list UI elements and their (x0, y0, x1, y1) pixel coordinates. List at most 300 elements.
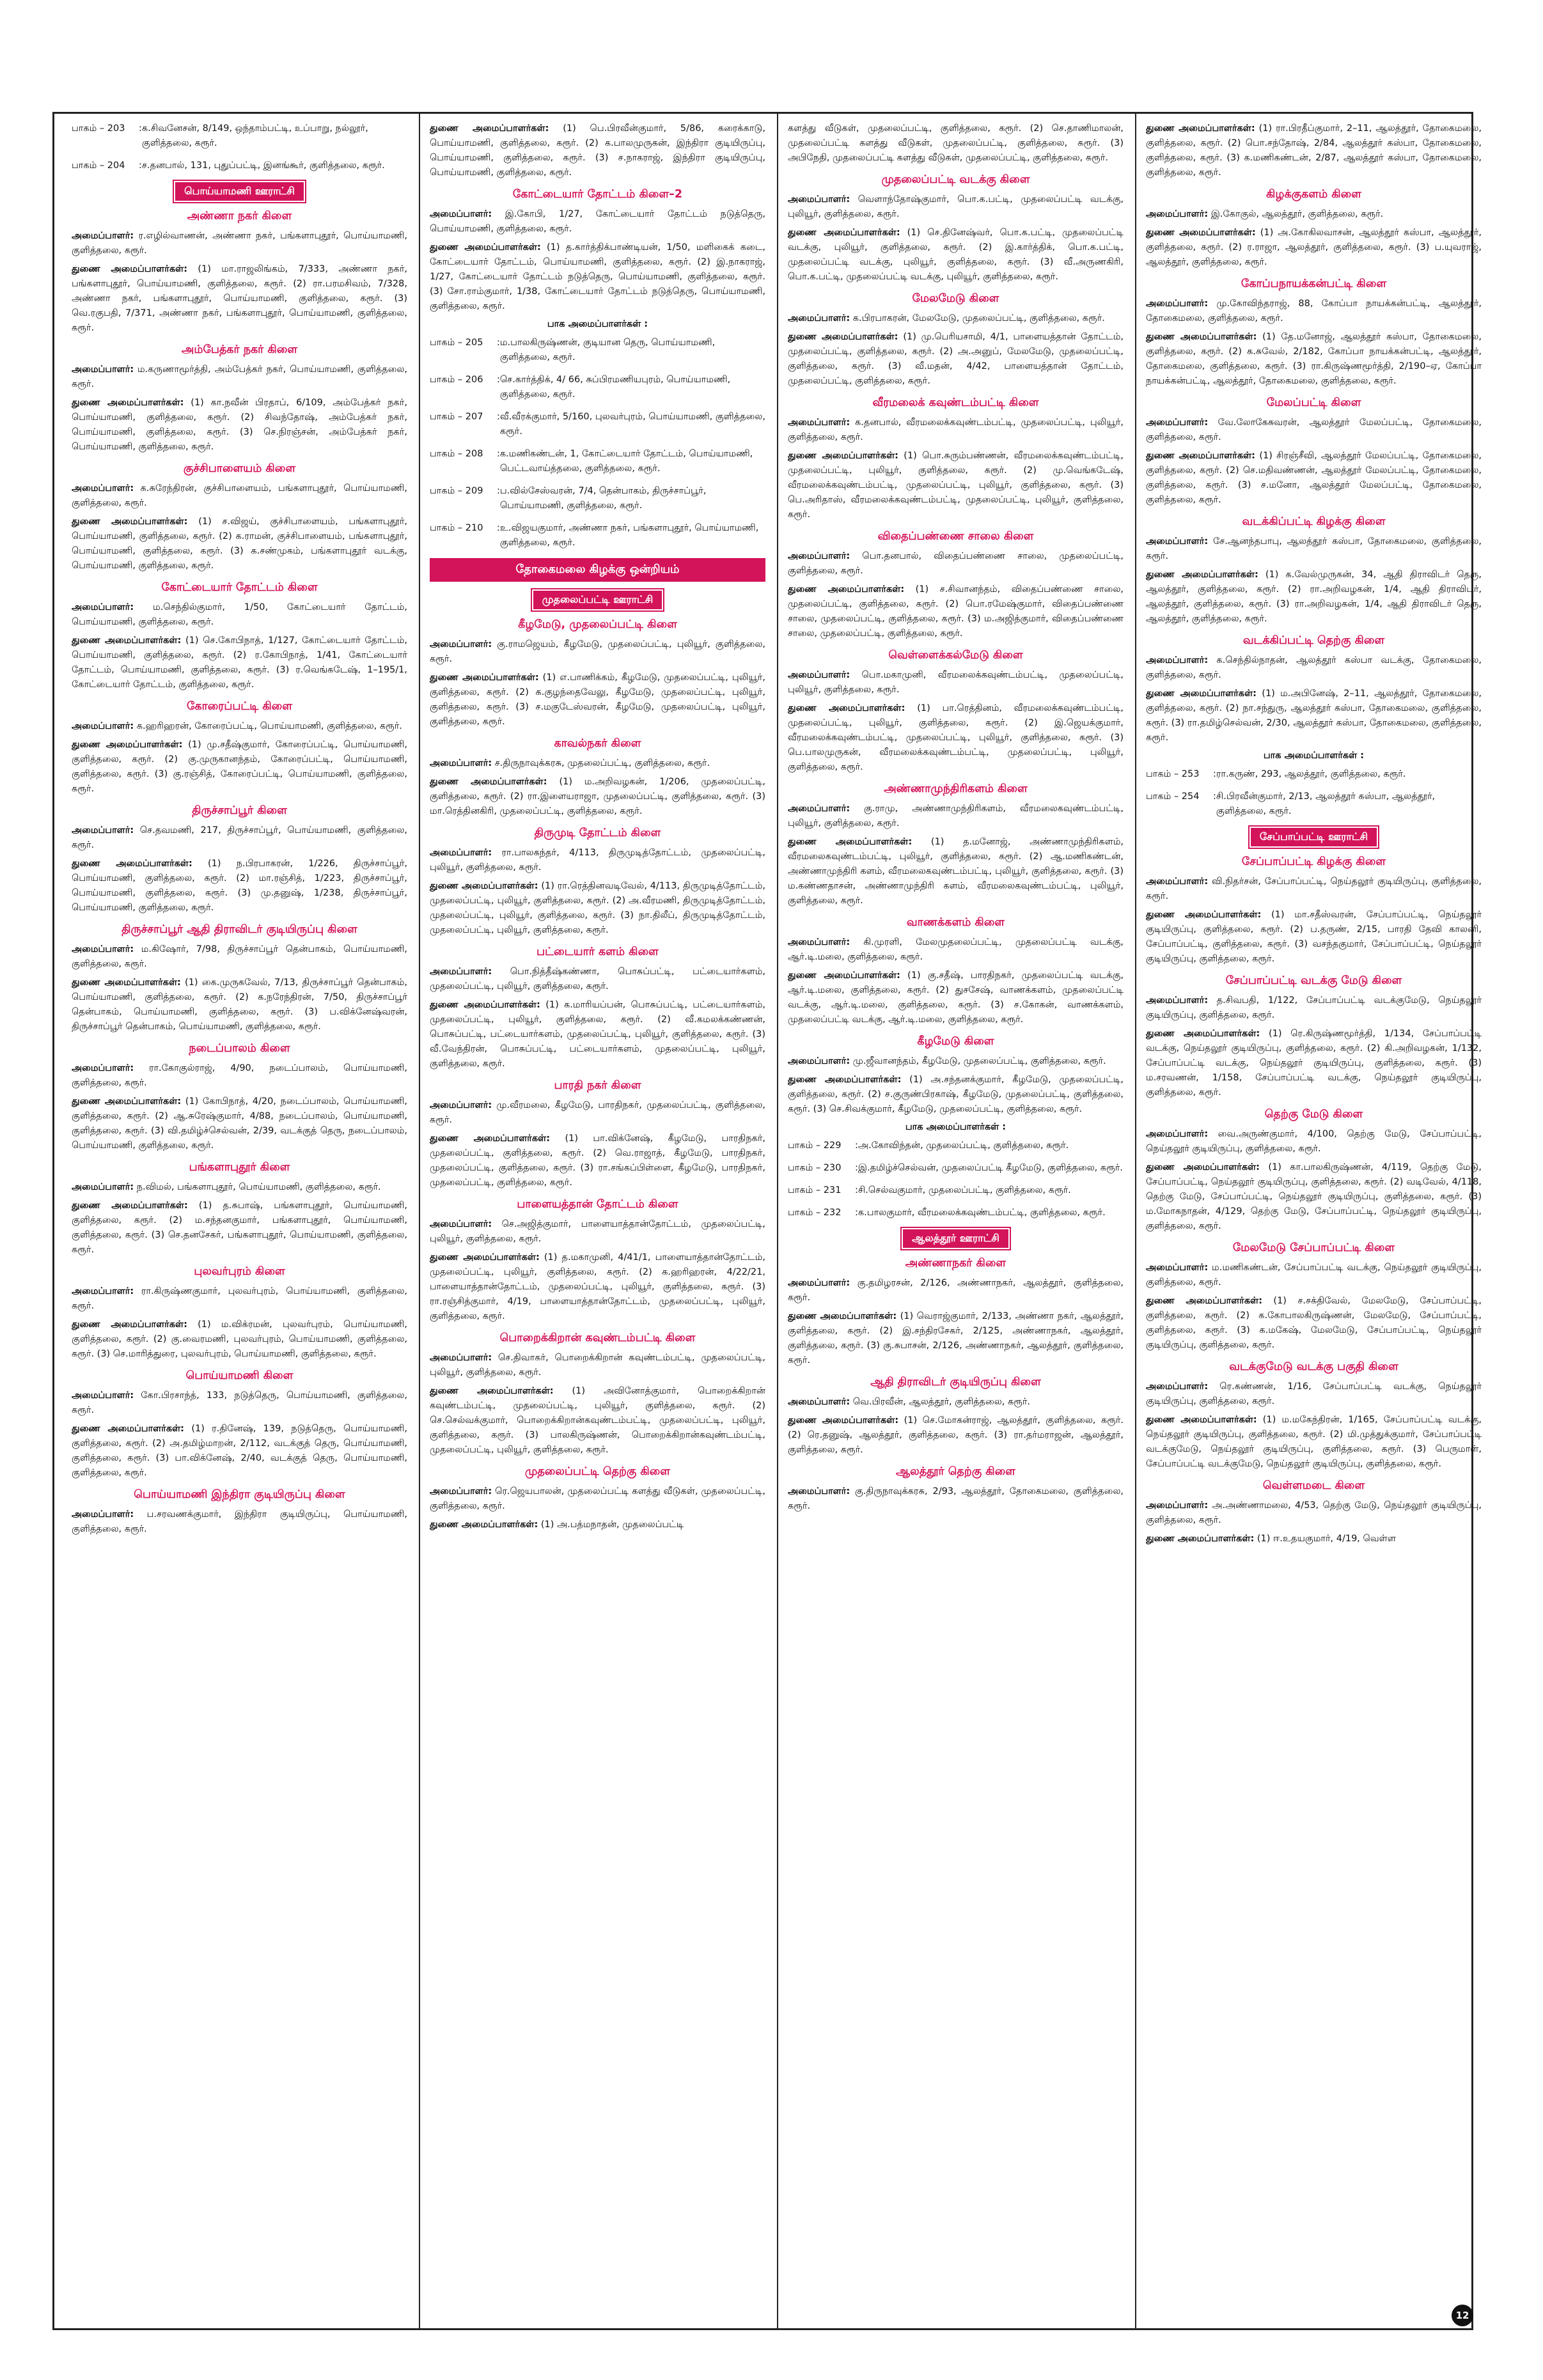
separator: : (1213, 791, 1216, 802)
booth-row (430, 373, 765, 402)
member-details: (1) ர.தினேஷ், 139, நடுத்தெரு, பொய்யாமணி, குளித்தலை, கரூர். (2) அ.தமிழ்மாறன், 2/112, வடக்குத் தெரு, பொய்யாமணி, குளித்தலை, கரூர். (3) பா.விக்னேஷ், 2/40, வடக்குத் தெரு, பொய்யாமணி, குளித்தலை, கரூர். (72, 1424, 407, 1478)
member-entry (72, 396, 407, 455)
role-label: துணை அமைப்பாளர்கள்: (72, 635, 182, 646)
role-label: துணை அமைப்பாளர்கள்: (1146, 570, 1258, 580)
role-label: அமைப்பாளர்: (72, 721, 134, 731)
role-label: துணை அமைப்பாளர்கள்: (788, 332, 898, 342)
member-details: ம.மணிகண்டன், சேப்பாப்பட்டி வடக்கு, நெய்தலூர் குடியிருப்பு, குளித்தலை, கரூர். (1146, 1263, 1482, 1287)
member-entry (430, 1351, 765, 1380)
member-entry (72, 362, 407, 392)
role-label: அமைப்பாளர்: (788, 1486, 850, 1497)
role-label: துணை அமைப்பாளர்கள்: (788, 1075, 902, 1085)
role-label: துணை அமைப்பாளர்கள்: (1146, 1415, 1257, 1425)
member-details: (1) ச.சிவானந்தம், விதைப்பண்ணை சாலை, முதலைப்பட்டி, குளித்தலை, கரூர். (2) பொ.ரமேஷ்குமார், விதைப்பண்ணை சாலை, முதலைப்பட்டி, குளித்தலை, கரூர். (3) ம.அஜித்குமார், விதைப்பண்ணை சாலை, முதலைப்பட்டி, குளித்தலை, கரூர். (788, 584, 1124, 639)
member-entry (788, 1484, 1124, 1514)
column-4 (1146, 121, 1482, 2327)
booth-row (72, 159, 407, 173)
member-details: (1) தே.மனோஜ், ஆலத்தூர் கஸ்பா, தோகைமலை, குளித்தலை, கரூர். (2) க.சுவேல், 2/182, கோப்பா நாயக்கன்பட்டி, ஆலத்தூர், தோகைமலை, குளித்தலை, கரூர். (3) ரா.கிருஷ்ணமூர்த்தி, 2/190–ஏ, கோப்பா நாயக்கன்பட்டி, ஆலத்தூர், தோகைமலை, குளித்தலை, கரூர். (1146, 332, 1482, 386)
role-label: அமைப்பாளர்: (430, 209, 492, 219)
member-entry (788, 449, 1124, 522)
role-label: துணை அமைப்பாளர்கள்: (1146, 1534, 1255, 1544)
member-entry (788, 835, 1124, 908)
booth-row (430, 484, 765, 513)
booth-number: பாகம் – 253 (1146, 769, 1200, 779)
role-label: துணை அமைப்பாளர்கள்: (1146, 1296, 1263, 1306)
member-details: க.ஹரிஹரன், கோரைப்பட்டி, பொய்யாமணி, குளித்தலை, கரூர். (136, 721, 402, 731)
booth-number: பாகம் – 205 (430, 338, 483, 348)
panchayat-badge: சேப்பாப்பட்டி ஊராட்சி (1249, 827, 1378, 848)
member-entry (1146, 330, 1482, 389)
member-entry (1146, 1413, 1482, 1472)
member-entry (72, 1199, 407, 1257)
role-label: துணை அமைப்பாளர்கள்: (72, 264, 187, 274)
role-label: அமைப்பாளர்: (788, 417, 850, 428)
member-details: ச.திருநாவுக்கரசு, முதலைப்பட்டி, குளித்தலை, கரூர். (494, 758, 710, 768)
member-entry (1146, 416, 1482, 445)
member-details: (1) க.மாரியப்பன், பொசுப்பட்டி, பட்டையார்களம், முதலைப்பட்டி, புலியூர், குளித்தலை, கரூர். (2) வீ.கமலக்கண்ணன், பொசுப்பட்டி, பட்டையார்களம், முதலைப்பட்டி, புலியூர், குளித்தலை, கரூர். (3) வீ.வேந்திரன், பொசுப்பட்டி, பட்டையார்களம், முதலைப்பட்டி, புலியூர், குளித்தலை, கரூர். (430, 1000, 765, 1069)
member-details: (1) ம.அறிவழகன், 1/206, முதலைப்பட்டி, குளித்தலை, கரூர். (2) ரா.இளையராஜா, முதலைப்பட்டி, குளித்தலை, கரூர். (3) மா.ரெத்தினகிரி, முதலைப்பட்டி, குளித்தலை, கரூர். (430, 777, 765, 816)
member-details: (1) அ.சந்தனக்குமார், கீழமேடு, முதலைப்பட்டி, குளித்தலை, கரூர். (2) ச.குருண்பிரகாஷ், கீழமேடு, முதலைப்பட்டி, குளித்தலை, கரூர். (3) செ.சிவக்குமார், கீழமேடு, முதலைப்பட்டி, குளித்தலை, கரூர். (788, 1075, 1124, 1114)
role-label: துணை அமைப்பாளர்கள்: (72, 859, 192, 869)
branch-heading: வாணக்களம் கிளை (906, 916, 1005, 929)
member-details: (1) செ.கோபிநாத், 1/127, கோட்டையார் தோட்டம், பொய்யாமணி, குளித்தலை, கரூர். (2) ர.கோபிநாத், 1/41, கோட்டையார் தோட்டம், பொய்யாமணி, குளித்தலை, கரூர். (3) ர.வெங்கடேஷ், 1–195/1, கோட்டையார் தோட்டம், குளித்தலை, கரூர். (72, 635, 407, 690)
booth-row (430, 521, 765, 550)
role-label: துணை அமைப்பாளர்கள்: (430, 123, 549, 134)
role-label: துணை அமைப்பாளர்கள்: (1146, 123, 1255, 134)
panchayat-badge: பொய்யாமணி ஊராட்சி (174, 181, 305, 202)
booth-row (430, 336, 765, 365)
member-details: ரெ.கண்ணன், 1/16, சேப்பாப்பட்டி வடக்கு, நெய்தலூர் குடியிருப்பு, குளித்தலை, கரூர். (1146, 1381, 1482, 1406)
member-details: (1) செ.மோகன்ராஜ், ஆலத்தூர், குளித்தலை, கரூர். (2) ரெ.தனுஷ், ஆலத்தூர், குளித்தலை, கரூர். (3) ரா.தர்மராஜன், ஆலத்தூர், குளித்தலை, கரூர். (788, 1415, 1124, 1455)
member-details: (1) ரெ.கிருஷ்ணமூர்த்தி, 1/134, சேப்பாப்பட்டி வடக்கு, நெய்தலூர் குடியிருப்பு, குளித்தலை, கரூர். (2) கி.அறிவழகன், 1/132, சேப்பாப்பட்டி வடக்கு, நெய்தலூர் குடியிருப்பு, குளித்தலை, கரூர். (3) ம.சரவணன், 1/158, சேப்பாப்பட்டி வடக்கு, நெய்தலூர் குடியிருப்பு, குளித்தலை, கரூர். (1146, 1029, 1482, 1098)
branch-heading: திருச்சாப்பூர் கிளை (192, 804, 287, 817)
member-entry (430, 846, 765, 875)
member-details: (1) ரா.பிரதீப்குமார், 2–11, ஆலத்தூர், தோகைமலை, குளித்தலை, கரூர். (2) பொ.சந்தோஷ், 2/84, ஆலத்தூர் கஸ்பா, தோகைமலை, குளித்தலை, கரூர். (3) க.மணிகண்டன், 2/87, ஆலத்தூர் கஸ்பா, தோகைமலை, குளித்தலை, கரூர். (1146, 123, 1482, 178)
booth-row (1146, 789, 1482, 819)
booth-number: பாகம் – 206 (430, 375, 483, 385)
role-label: அமைப்பாளர்: (430, 1219, 492, 1229)
separator: : (855, 1140, 858, 1151)
role-label: துணை அமைப்பாளர்கள்: (1146, 910, 1262, 920)
role-label: துணை அமைப்பாளர்கள்: (430, 777, 547, 787)
separator: : (1213, 769, 1216, 779)
member-entry (1146, 534, 1482, 564)
role-label: துணை அமைப்பாளர்கள்: (430, 673, 539, 683)
member-details: க.தனபால், வீரமலைக்கவுண்டம்பட்டி, முதலைப்பட்டி, புலியூர், குளித்தலை, கரூர். (788, 417, 1124, 442)
role-label: அமைப்பாளர்: (72, 602, 134, 612)
member-details: (1) மு.பெரியசாமி, 4/1, பாளையத்தான் தோட்டம், முதலைப்பட்டி, குளித்தலை, கரூர். (2) அ.அனுப், மேலமேடு, முதலைப்பட்டி, குளித்தலை, கரூர். (3) வீ.மதன், 4/42, பாளையத்தான் தோட்டம், முதலைப்பட்டி, குளித்தலை, கரூர். (788, 332, 1124, 386)
role-label: அமைப்பாளர்: (72, 231, 134, 241)
member-entry (788, 1395, 1124, 1410)
booth-details: உ.விஜயகுமார், அண்ணா நகர், பங்களாபுதூர், பொய்யாமணி, குளித்தலை, கரூர். (499, 523, 759, 548)
role-label: அமைப்பாளர்: (430, 967, 492, 977)
member-details: (1) ம.அபினேஷ், 2–11, ஆலத்தூர், தோகைமலை, குளித்தலை, கரூர். (2) நா.சந்துரு, ஆலத்தூர் கஸ்பா, தோகைமலை, குளித்தலை, கரூர். (3) ரா.தமிழ்செல்வன், 2/30, ஆலத்தூர் கஸ்பா, தோகைமலை, குளித்தலை, கரூர். (1146, 688, 1482, 743)
role-label: அமைப்பாளர்: (72, 364, 134, 375)
member-details: (1) க.வேல்முருகன், 34, ஆதி திராவிடர் தெரு, ஆலத்தூர், குளித்தலை, கரூர். (2) ரா.அறிவழகன், 1/4, ஆதி திராவிடர், ஆலத்தூர், குளித்தலை, கரூர். (3) ரா.அறிவழகன், 1/4, ஆதி திராவிடர் தெரு, ஆலத்தூர், குளித்தலை, கரூர். (1146, 570, 1482, 624)
member-entry (1146, 1160, 1482, 1234)
member-entry (72, 823, 407, 853)
role-label: அமைப்பாளர்: (430, 758, 492, 768)
role-label: அமைப்பாளர்: (72, 1390, 134, 1401)
booth-details: சி.செல்வகுமார், முதலைப்பட்டி, குளித்தலை, கரூர். (858, 1185, 1071, 1195)
branch-heading: மேலமேடு கிளை (912, 292, 999, 305)
branch-heading: கோட்டையார் தோட்டம் கிளை (161, 581, 318, 594)
branch-heading: அம்பேத்கர் நகர் கிளை (181, 343, 298, 356)
member-details: (1) கு.சதீஷ், பாரதிநகர், முதலைப்பட்டி வடக்கு, ஆர்.டி.மலை, குளித்தலை, கரூர். (2) துசசேஷ், வாணக்களம், முதலைப்பட்டி வடக்கு, ஆர்.டி.மலை, குளித்தலை, கரூர். (3) ச.கோகன், வாணக்களம், முதலைப்பட்டி வடக்கு, ஆர்.டி.மலை, குளித்தலை, கரூர். (788, 970, 1124, 1025)
column-divider (777, 114, 778, 2328)
branch-heading: கோட்டையார் தோட்டம் கிளை–2 (512, 188, 683, 201)
member-entry (430, 775, 765, 819)
role-label: அமைப்பாளர்: (430, 1353, 492, 1363)
member-entry (430, 671, 765, 729)
member-details: கு.ராமஜெயம், கீழமேடு, முதலைப்பட்டி, புலியூர், குளித்தலை, கரூர். (430, 639, 765, 664)
member-entry (788, 1309, 1124, 1368)
role-label: அமைப்பாளர்: (788, 313, 850, 323)
booth-details: இ.தமிழ்ச்செல்வன், முதலைப்பட்டி கீழமேடு, குளித்தலை, கரூர். (858, 1163, 1123, 1173)
role-label: அமைப்பாளர்: (788, 804, 850, 814)
member-details: (1) த.மனோஜ், அண்ணாமுந்திரிகளம், வீரமலைகவுண்டம்பட்டி, புலியூர், குளித்தலை, கரூர். (2) ஆ.மணிகண்டன், அண்ணாமுந்திரி களம், வீரமலைகவுண்டம்பட்டி, புலியூர், குளித்தலை, கரூர். (3) ம.கண்ணதாசன், அண்ணாமுந்திரி களம், வீரமலைகவுண்டம்பட்டி, புலியூர், குளித்தலை, கரூர். (788, 837, 1124, 906)
separator: : (497, 375, 500, 385)
member-details: (1) பெ.பிரவீன்குமார், 5/86, கரைக்காடு, பொய்யாமணி, குளித்தலை, கரூர். (2) க.பாலமுருகன், இந்திரா குடியிருப்பு, பொய்யாமணி, குளித்தலை, கரூர். (3) ச.நாகராஜ், இந்திரா குடியிருப்பு, பொய்யாமணி, குளித்தலை, கரூர். (430, 123, 765, 178)
member-entry (1146, 1532, 1482, 1546)
member-details: கோ.பிரசாந்த், 133, நடுத்தெரு, பொய்யாமணி, குளித்தலை, கரூர். (72, 1390, 407, 1415)
member-entry (72, 481, 407, 511)
member-entry (1146, 653, 1482, 683)
member-details: (1) பா.ரெத்தினம், வீரமலைக்கவுண்டம்பட்டி, முதலைப்பட்டி, புலியூர், குளித்தலை, கரூர். (2) இ.ஜெயக்குமார், வீரமலைக்கவுண்டம்பட்டி, முதலைப்பட்டி, புலியூர், குளித்தலை, கரூர். (3) பெ.பாலமுருகன், வீரமலைக்கவுண்டம்பட்டி, முதலைப்பட்டி, புலியூர், குளித்தலை, கரூர். (788, 703, 1124, 772)
branch-heading: பங்களாபுதூர் கிளை (189, 1161, 290, 1174)
role-label: அமைப்பாளர்: (430, 639, 492, 649)
member-entry (72, 1507, 407, 1537)
member-details: (1) ம.விக்ரமன், புலவர்புரம், பொய்யாமணி, குளித்தலை, கரூர். (2) கு.வைரமணி, புலவர்புரம், பொய்யாமணி, குளித்தலை, கரூர். (3) செ.மாரித்துரை, புலவர்புரம், பொய்யாமணி, குளித்தலை, கரூர். (72, 1319, 407, 1359)
booth-number: பாகம் – 209 (430, 486, 483, 496)
member-entry (430, 1384, 765, 1458)
role-label: துணை அமைப்பாளர்கள்: (430, 1000, 540, 1010)
role-label: அமைப்பாளர்: (1146, 209, 1209, 219)
branch-heading: கோப்பநாயக்கன்பட்டி கிளை (1241, 277, 1387, 290)
member-details: கு.ராமு, அண்ணாமுந்திரிகளம், வீரமலைகவுண்டம்பட்டி, புலியூர், குளித்தலை, கரூர். (788, 804, 1124, 828)
booth-number: பாகம் – 210 (430, 523, 483, 533)
role-label: துணை அமைப்பாளர்கள்: (1146, 332, 1257, 342)
role-label: அமைப்பாளர்: (788, 1278, 850, 1288)
member-details: (1) கா.பாலகிருஷ்ணன், 4/119, தெற்கு மேடு, சேப்பாப்பட்டி, நெய்தலூர் குடியிருப்பு, குளித்தலை, கரூர். (2) வடிவேல், 4/118, தெற்கு மேடு, சேப்பாப்பட்டி, நெய்தலூர் குடியிருப்பு, குளித்தலை, கரூர். (3) ம.மோகநாதன், 4/129, தெற்கு மேடு, சேப்பாப்பட்டி, நெய்தலூர் குடியிருப்பு, குளித்தலை, கரூர். (1146, 1162, 1482, 1231)
separator: : (855, 1163, 858, 1173)
member-details: (1) மா.சதீஸ்வரன், சேப்பாப்பட்டி, நெய்தலூர் குடியிருப்பு, குளித்தலை, கரூர். (2) ப.தருண், 2/15, பாரதி தேவி காலனி, சேப்பாப்பட்டி, குளித்தலை, கரூர். (3) வசந்தகுமார், சேப்பாப்பட்டி, நெய்தலூர் குடியிருப்பு, குளித்தலை, கரூர். (1146, 910, 1482, 964)
member-details: (1) கோபிநாத், 4/20, நடைப்பாலம், பொய்யாமணி, குளித்தலை, கரூர். (2) ஆ.சுரேஷ்குமார், 4/88, நடைப்பாலம், பொய்யாமணி, குளித்தலை, கரூர். (3) வி.தமிழ்ச்செல்வன், 2/39, வடக்குத் தெரு, நடைப்பாலம், பொய்யாமணி, குளித்தலை, கரூர். (72, 1096, 407, 1151)
separator: : (855, 1208, 858, 1218)
branch-heading: திருமுடி தோட்டம் கிளை (534, 827, 661, 839)
member-details: (1) அ.கோகிலவாசன், ஆலத்தூர் கஸ்பா, ஆலத்தூர், குளித்தலை, கரூர். (2) ர.ராஜா, ஆலத்தூர், குளித்தலை, கரூர். (3) ப.யுவராஜ், ஆலத்தூர், குளித்தலை, கரூர். (1146, 228, 1482, 267)
role-label: அமைப்பாளர்: (788, 937, 850, 947)
member-entry (72, 976, 407, 1034)
branch-heading: அண்ணா நகர் கிளை (187, 210, 292, 222)
member-entry (1146, 1127, 1482, 1156)
member-details: வே.லோகேசுவரன், ஆலத்தூர் மேலப்பட்டி, தோகைமலை, குளித்தலை, கரூர். (1146, 417, 1482, 442)
member-entry (788, 1413, 1124, 1458)
member-details: (1) ரா.ரெத்தினவடிவேல், 4/113, திருமுடித்தோட்டம், முதலைப்பட்டி, புலியூர், குளித்தலை, கரூர். (2) அ.வீரமணி, திருமுடித்தோட்டம், முதலைப்பட்டி, புலியூர், குளித்தலை, கரூர். (3) நா.திலீப், திருமுடித்தோட்டம், முதலைப்பட்டி, புலியூர், குளித்தலை, கரூர். (430, 881, 765, 935)
separator: : (139, 160, 142, 171)
member-details: சே.ஆனந்தபாபு, ஆலத்தூர் கஸ்பா, தோகைமலை, குளித்தலை, கரூர். (1146, 536, 1482, 561)
branch-heading: முதலைப்பட்டி வடக்கு கிளை (881, 173, 1030, 186)
booth-details: வீ.வீரக்குமார், 5/160, புலவர்புரம், பொய்யாமணி, குளித்தலை, கரூர். (499, 412, 765, 437)
role-label: அமைப்பாளர்: (788, 1056, 850, 1066)
role-label: துணை அமைப்பாளர்கள்: (72, 1096, 182, 1107)
branch-heading: காவல்நகர் கிளை (554, 737, 641, 750)
member-details: (1) த.மகாமுனி, 4/41/1, பாளையாத்தான்தோட்டம், முதலைப்பட்டி, புலியூர், குளித்தலை, கரூர். (2) க.ஹரிஹரன், 4/22/21, பாளையாத்தான்தோட்டம், முதலைப்பட்டி, புலியூர், குளித்தலை, கரூர். (3) ரா.ரஞ்சித்குமார், 4/19, பாளையாத்தான்தோட்டம், முதலைப்பட்டி, புலியூர், குளித்தலை, கரூர். (430, 1252, 765, 1321)
role-label: துணை அமைப்பாளர்கள்: (788, 1311, 897, 1321)
member-entry (788, 582, 1124, 641)
member-entry (430, 756, 765, 771)
member-entry (430, 965, 765, 994)
member-entry (72, 1061, 407, 1091)
booth-row (788, 1139, 1124, 1153)
role-label: அமைப்பாளர்: (1146, 1500, 1209, 1511)
booth-details: ச.தனபால், 131, புதுப்பட்டி, இனங்கூர், குளித்தலை, கரூர். (141, 160, 385, 171)
column-3 (788, 121, 1124, 2327)
member-details: (1) மு.சதீஷ்குமார், கோரைப்பட்டி, பொய்யாமணி, குளித்தலை, கரூர். (2) கு.முருகானந்தம், கோரைப்பட்டி, பொய்யாமணி, குளித்தலை, கரூர். (3) கு.ரஞ்சித், கோரைப்பட்டி, பொய்யாமணி, குளித்தலை, கரூர். (72, 740, 407, 794)
branch-heading: பொறைக்கிறான் கவுண்டம்பட்டி கிளை (499, 1332, 696, 1344)
panchayat-badge: முதலைப்பட்டி ஊராட்சி (532, 589, 664, 611)
member-entry (788, 802, 1124, 831)
booth-number: பாகம் – 207 (430, 412, 483, 422)
booth-details: க.மணிகண்டன், 1, கோட்டையார் தோட்டம், பொய்யாமணி, பெட்டவாய்த்தலை, குளித்தலை, கரூர். (499, 449, 753, 474)
member-details: அ.அண்ணாமலை, 4/53, தெற்கு மேடு, நெய்தலூர் குடியிருப்பு, குளித்தலை, கரூர். (1146, 1500, 1482, 1525)
member-entry (72, 942, 407, 972)
member-entry (72, 1388, 407, 1418)
member-details: (1) ம.மகேந்திரன், 1/165, சேப்பாப்பட்டி வடக்கு, நெய்தலூர் குடியிருப்பு, குளித்தலை, கரூர். (2) மி.முத்துக்குமார், சேப்பாப்பட்டி வடக்குமேடு, நெய்தலூர் குடியிருப்பு, குளித்தலை, கரூர். (3) பெருமாள், சேப்பாப்பட்டி வடக்குமேடு, நெய்தலூர் குடியிருப்பு, குளித்தலை, கரூர். (1146, 1415, 1482, 1469)
role-label: துணை அமைப்பாளர்கள்: (430, 881, 538, 891)
role-label: துணை அமைப்பாளர்கள்: (430, 1520, 538, 1530)
member-entry (72, 1180, 407, 1195)
role-label: அமைப்பாளர்: (788, 551, 850, 561)
member-entry (72, 262, 407, 336)
member-entry (430, 879, 765, 938)
member-details: (1) கா.நவீன் பிரதாப், 6/109, அம்பேத்கர் நகர், பொய்யாமணி, குளித்தலை, கரூர். (2) சிவந்தோஷ், அம்பேத்கர் நகர், பொய்யாமணி, குளித்தலை, கரூர். (3) செ.நிரஞ்சன், அம்பேத்கர் நகர், பொய்யாமணி, குளித்தலை, கரூர். (72, 398, 407, 452)
role-label: அமைப்பாளர்: (1146, 417, 1209, 428)
role-label: அமைப்பாளர்: (72, 944, 134, 954)
booth-row (430, 447, 765, 476)
branch-heading: வெள்ளமடை கிளை (1262, 1479, 1365, 1492)
role-label: துணை அமைப்பாளர்கள்: (788, 1415, 899, 1426)
booth-row (788, 1183, 1124, 1198)
member-entry (72, 1422, 407, 1481)
column-divider (419, 114, 420, 2328)
branch-heading: வடக்குமேடு வடக்கு பகுதி கிளை (1229, 1360, 1398, 1373)
booth-number: பாகம் – 203 (72, 123, 125, 134)
member-details: மு.வீரமலை, கீழமேடு, பாரதிநகர், முதலைப்பட்டி, குளித்தலை, கரூர். (430, 1100, 765, 1125)
member-details: இ.கோகுல், ஆலத்தூர், குளித்தலை, கரூர். (1210, 209, 1384, 219)
role-label: அமைப்பாளர்: (788, 670, 850, 680)
member-entry (72, 634, 407, 692)
separator: : (497, 412, 500, 422)
member-entry (430, 1518, 765, 1532)
role-label: துணை அமைப்பாளர்கள்: (1146, 451, 1255, 461)
branch-heading: சேப்பாப்பட்டி கிழக்கு கிளை (1241, 855, 1386, 868)
column-1 (72, 121, 407, 2327)
member-details: இ.கோபி, 1/27, கோட்டையார் தோட்டம் நடுத்தெரு, பொய்யாமணி, குளித்தலை, கரூர். (430, 209, 765, 234)
member-details: (1) செ.தினேஷ்வர், பொ.க.பட்டி, முதலைப்பட்டி வடக்கு, புலியூர், குளித்தலை, கரூர். (2) இ.கார்த்திக், பொ.க.பட்டி, முதலைப்பட்டி வடக்கு, புலியூர், குளித்தலை, கரூர். (3) வீ.அருணகிரி, பொ.க.பட்டி, முதலைப்பட்டி வடக்கு, புலியூர், குளித்தலை, கரூர். (788, 228, 1124, 282)
member-details: வெளாந்தோஷ்குமார், பொ.க.பட்டி, முதலைப்பட்டி வடக்கு, புலியூர், குளித்தலை, கரூர். (788, 194, 1124, 219)
member-details: (1) மா.ராஜலிங்கம், 7/333, அண்ணா நகர், பங்களாபுதூர், பொய்யாமணி, குளித்தலை, கரூர். (2) ரா.பரமசிவம், 7/328, அண்ணா நகர், பங்களாபுதூர், பொய்யாமணி, குளித்தலை, கரூர். (3) வெ.ரகுபதி, 7/371, அண்ணா நகர், பங்களாபுதூர், பொய்யாமணி, குளித்தலை, கரூர். (72, 264, 407, 333)
separator: : (497, 523, 500, 533)
member-details: வி.நிதர்சன், சேப்பாப்பட்டி, நெய்தலூர் குடியிருப்பு, குளித்தலை, கரூர். (1146, 876, 1482, 901)
member-details: கு.திருநாவுக்கரசு, 2/93, ஆலத்தூர், தோகைமலை, குளித்தலை, கரூர். (788, 1486, 1124, 1511)
member-details: மு.ஜீவானந்தம், கீழமேடு, முதலைப்பட்டி, குளித்தலை, கரூர். (852, 1056, 1106, 1066)
member-entry (788, 701, 1124, 775)
booth-subheading: பாக அமைப்பாளர்கள் : (905, 1122, 1006, 1132)
branch-heading: முதலைப்பட்டி தெற்கு கிளை (524, 1465, 671, 1478)
role-label: துணை அமைப்பாளர்கள்: (72, 398, 184, 408)
role-label: அமைப்பாளர்: (430, 1100, 492, 1110)
booth-details: அ.கோவிந்தன், முதலைப்பட்டி, குளித்தலை, கரூர். (858, 1140, 1069, 1151)
booth-details: ம.பாலகிருஷ்ணன், குடியான தெரு, பொய்யாமணி, குளித்தலை, கரூர். (499, 338, 716, 362)
member-details: பொ.மகாமுனி, வீரமலைக்கவுண்டம்பட்டி, முதலைப்பட்டி, புலியூர், குளித்தலை, கரூர். (788, 670, 1124, 695)
booth-details: ப.வில்சேஸ்வரன், 7/4, தென்பாகம், திருச்சாப்பூர், பொய்யாமணி, குளித்தலை, கரூர். (499, 486, 707, 511)
member-entry (72, 515, 407, 573)
role-label: அமைப்பாளர்: (72, 483, 134, 494)
role-label: துணை அமைப்பாளர்கள்: (72, 977, 181, 988)
member-entry (1146, 993, 1482, 1023)
branch-heading: நடைப்பாலம் கிளை (189, 1042, 290, 1055)
member-details: ம.கருணாமூர்த்தி, அம்பேத்கர் நகர், பொய்யாமணி, குளித்தலை, கரூர். (72, 364, 407, 389)
branch-heading: மேலப்பட்டி கிளை (1266, 396, 1361, 409)
booth-number: பாகம் – 229 (788, 1140, 842, 1151)
branch-heading: புலவர்புரம் கிளை (194, 1265, 285, 1278)
branch-heading: கீழமேடு கிளை (917, 1035, 994, 1048)
member-details: க.சுரேந்திரன், குச்சிபாளையம், பங்களாபுதூர், பொய்யாமணி, குளித்தலை, கரூர். (72, 483, 407, 508)
member-entry (1146, 1380, 1482, 1409)
booth-row (1146, 767, 1482, 782)
member-details: மு.கோவிந்தராஜ், 88, கோப்பா நாயக்கன்பட்டி, ஆலத்தூர், தோகைமலை, குளித்தலை, கரூர். (1146, 299, 1482, 323)
role-label: துணை அமைப்பாளர்கள்: (72, 740, 183, 750)
branch-heading: குச்சிபாளையம் கிளை (183, 462, 296, 475)
role-label: அமைப்பாளர்: (1146, 299, 1209, 309)
branch-heading: வடக்கிப்பட்டி கிழக்கு கிளை (1242, 515, 1386, 528)
role-label: அமைப்பாளர்: (1146, 536, 1209, 547)
member-entry (788, 226, 1124, 284)
separator: : (139, 123, 142, 134)
branch-heading: அண்ணாமுந்திரிகளம் கிளை (884, 782, 1028, 795)
role-label: அமைப்பாளர்: (788, 194, 850, 205)
member-details: ம.செந்தில்குமார், 1/50, கோட்டையார் தோட்டம், பொய்யாமணி, குளித்தலை, கரூர். (72, 602, 407, 627)
member-details: ப.சரவணக்குமார், இந்திரா குடியிருப்பு, பொய்யாமணி, குளித்தலை, கரூர். (72, 1509, 407, 1534)
member-entry-continued (788, 121, 1124, 166)
role-label: துணை அமைப்பாளர்கள்: (430, 242, 541, 253)
member-entry (72, 229, 407, 258)
member-entry (1146, 1294, 1482, 1353)
member-details: (1) அ.பத்மநாதன், முதலைப்பட்டி (540, 1520, 684, 1530)
member-entry (72, 738, 407, 797)
union-banner: தோகைமலை கிழக்கு ஒன்றியம் (430, 558, 765, 582)
booth-details: சி.பிரவீன்குமார், 2/13, ஆலத்தூர் கஸ்பா, ஆலத்தூர், குளித்தலை, கரூர். (1216, 791, 1436, 816)
role-label: துணை அமைப்பாளர்கள்: (430, 1133, 551, 1144)
separator: : (497, 486, 500, 496)
member-entry (1146, 226, 1482, 270)
member-entry (430, 637, 765, 667)
member-entry (788, 330, 1124, 389)
role-label: அமைப்பாளர்: (430, 848, 492, 858)
role-label: அமைப்பாளர்: (1146, 1263, 1209, 1273)
member-entry (72, 600, 407, 630)
member-entry (788, 416, 1124, 445)
branch-heading: பொய்யாமணி இந்திரா குடியிருப்பு கிளை (134, 1488, 345, 1501)
member-details: (1) பொ.சுரும்பண்ணன், வீரமலைக்கவுண்டம்பட்டி, முதலைப்பட்டி, புலியூர், குளித்தலை, கரூர். (2) மு.வெங்கடேஷ், வீரமலைக்கவுண்டம்பட்டி, முதலைப்பட்டி, புலியூர், குளித்தலை, கரூர். (3) பெ.அரிதாஸ், வீரமலைக்கவுண்டம்பட்டி, முதலைப்பட்டி, புலியூர், குளித்தலை, கரூர். (788, 451, 1124, 520)
role-label: துணை அமைப்பாளர்கள்: (788, 837, 912, 847)
member-entry (430, 207, 765, 237)
role-label: அமைப்பாளர்: (72, 1063, 134, 1073)
branch-heading: அண்ணாநகர் கிளை (905, 1257, 1006, 1270)
member-details: ரா.கோகுல்ராஜ், 4/90, நடைப்பாலம், பொய்யாமணி, குளித்தலை, கரூர். (72, 1063, 407, 1088)
member-entry (1146, 297, 1482, 326)
member-details: (1) எ.பாணிக்கம், கீழமேடு, முதலைப்பட்டி, புலியூர், குளித்தலை, கரூர். (2) க.குழந்தைவேலு, கீழமேடு, முதலைப்பட்டி, புலியூர், குளித்தலை, கரூர். (3) ச.மகுடேஸ்வரன், கீழமேடு, முதலைப்பட்டி, புலியூர், குளித்தலை, கரூர். (430, 673, 765, 727)
member-details: செ.தவமணி, 217, திருச்சாப்பூர், பொய்யாமணி, குளித்தலை, கரூர். (72, 825, 407, 850)
role-label: அமைப்பாளர்: (72, 1509, 134, 1520)
member-entry (1146, 908, 1482, 967)
branch-heading: பாளையத்தான் தோட்டம் கிளை (517, 1198, 678, 1211)
member-entry (1146, 1261, 1482, 1290)
member-details: க.பிரபாகரன், மேலமேடு, முதலைப்பட்டி, குளித்தலை, கரூர். (852, 313, 1105, 323)
booth-row (430, 410, 765, 439)
member-entry (1146, 207, 1482, 222)
member-details: (1) ஈ.உதயகுமார், 4/19, வெள்ள (1257, 1534, 1396, 1544)
member-entry (788, 1073, 1124, 1117)
role-label: அமைப்பாளர்: (1146, 1129, 1209, 1139)
role-label: துணை அமைப்பாளர்கள்: (430, 1252, 540, 1263)
branch-heading: பாரதி நகர் கிளை (554, 1079, 641, 1092)
branch-heading: வீரமலைக் கவுண்டம்பட்டி கிளை (872, 396, 1039, 409)
role-label: அமைப்பாளர்: (72, 825, 134, 836)
branch-heading: வெள்ளைக்கல்மேடு கிளை (888, 649, 1023, 662)
booth-number: பாகம் – 230 (788, 1163, 842, 1173)
member-entry (430, 1250, 765, 1324)
member-details: ர.எழில்வாணன், அண்ணா நகர், பங்களாபுதூர், பொய்யாமணி, குளித்தலை, கரூர். (72, 231, 407, 256)
member-entry (1146, 687, 1482, 745)
panchayat-badge: ஆலத்தூர் ஊராட்சி (902, 1228, 1010, 1249)
branch-heading: ஆதி திராவிடர் குடியிருப்பு கிளை (870, 1376, 1041, 1388)
member-details: செ.திவாகர், பொறைக்கிறான் கவுண்டம்பட்டி, முதலைப்பட்டி, புலியூர், குளித்தலை, கரூர். (430, 1353, 765, 1378)
member-details: கி.முரளி, மேலமுதலைப்பட்டி, முதலைப்பட்டி வடக்கு, ஆர்.டி.மலை, குளித்தலை, கரூர். (788, 937, 1124, 962)
member-details: ரா.கிருஷ்ணகுமார், புலவர்புரம், பொய்யாமணி, குளித்தலை, கரூர். (72, 1286, 407, 1311)
role-label: துணை அமைப்பாளர்கள்: (788, 451, 898, 461)
column-divider (1135, 114, 1136, 2328)
member-entry (72, 719, 407, 734)
member-details: (1) ச.சக்திவேல், மேலமேடு, சேப்பாப்பட்டி, குளித்தலை, கரூர். (2) க.கோபாலகிருஷ்ணன், மேலமேடு, சேப்பாப்பட்டி, குளித்தலை, கரூர். (3) க.மகேஷ், மேலமேடு, சேப்பாப்பட்டி, நெய்தலூர் குடியிருப்பு, குளித்தலை, கரூர். (1146, 1296, 1482, 1350)
branch-heading: மேலமேடு சேப்பாப்பட்டி கிளை (1232, 1241, 1395, 1254)
member-details: (1) வெராஜ்குமார், 2/133, அண்ணா நகர், ஆலத்தூர், குளித்தலை, கரூர். (2) இ.சந்திரசேகர், 2/125, அண்ணாநகர், ஆலத்தூர், குளித்தலை, கரூர். (3) கு.சுபாசன், 2/126, அண்ணாநகர், ஆலத்தூர், குளித்தலை, கரூர். (788, 1311, 1124, 1365)
member-details: (1) ந.பிரபாகரன், 1/226, திருச்சாப்பூர், பொய்யாமணி, குளித்தலை, கரூர். (2) மா.ரஞ்சித், 1/223, திருச்சாப்பூர், பொய்யாமணி, குளித்தலை, கரூர். (3) மு.தனுஷ், 1/238, திருச்சாப்பூர், பொய்யாமணி, குளித்தலை, கரூர். (72, 859, 407, 913)
separator: : (855, 1185, 858, 1195)
role-label: அமைப்பாளர்: (788, 1397, 850, 1407)
member-entry (788, 1054, 1124, 1069)
page-number: 12 (1452, 2305, 1473, 2326)
member-entry (430, 998, 765, 1071)
member-details: ம.கிஷோர், 7/98, திருச்சாப்பூர் தென்பாகம், பொய்யாமணி, குளித்தலை, கரூர். (72, 944, 407, 969)
branch-heading: விதைப்பண்ணை சாலை கிளை (877, 530, 1034, 543)
role-label: துணை அமைப்பாளர்கள்: (430, 1386, 554, 1396)
member-details: ந.விமல், பங்களாபுதூர், பொய்யாமணி, குளித்தலை, கரூர். (136, 1182, 381, 1192)
member-entry (72, 1094, 407, 1153)
role-label: துணை அமைப்பாளர்கள்: (72, 1424, 184, 1434)
branch-heading: வடக்கிப்பட்டி தெற்கு கிளை (1242, 634, 1385, 647)
booth-row (788, 1161, 1124, 1176)
member-entry (1146, 449, 1482, 508)
booth-number: பாகம் – 254 (1146, 791, 1200, 802)
member-entry (72, 857, 407, 915)
branch-heading: கீழமேடு, முதலைப்பட்டி கிளை (518, 618, 677, 631)
booth-number: பாகம் – 231 (788, 1185, 842, 1195)
member-entry (1146, 1498, 1482, 1528)
booth-number: பாகம் – 232 (788, 1208, 842, 1218)
member-entry (1146, 875, 1482, 904)
